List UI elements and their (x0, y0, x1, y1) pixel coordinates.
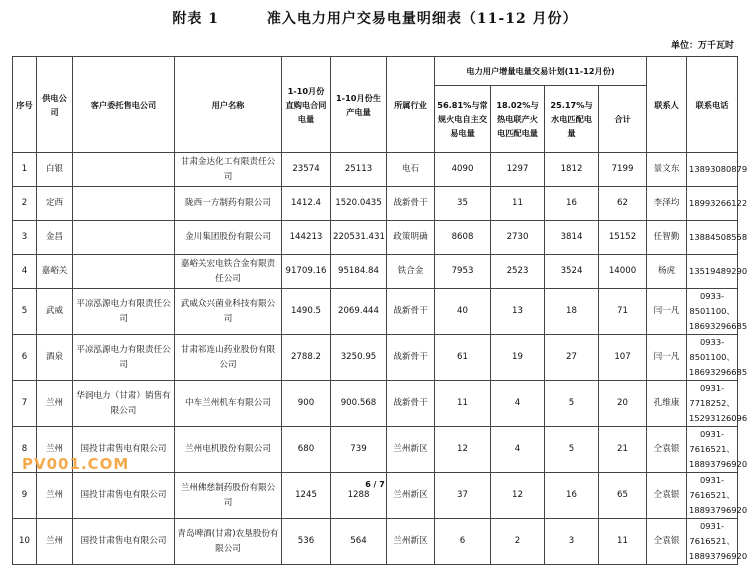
cell-phone: 13884508558 (687, 221, 738, 255)
cell-supplier: 定西 (37, 187, 73, 221)
table-row (13, 153, 738, 187)
cell-grid-purchase: 680 (282, 427, 331, 473)
cell-plan-hydro: 3524 (545, 255, 599, 289)
page-number: 6 / 7 (365, 480, 385, 489)
table-row (13, 187, 738, 221)
cell-supplier: 武威 (37, 289, 73, 335)
cell-phone: 18993266122 (687, 187, 738, 221)
header-seq: 序号 (13, 57, 37, 153)
cell-plan-heat: 4 (491, 381, 545, 427)
cell-seq: 10 (13, 519, 37, 565)
cell-seq: 4 (13, 255, 37, 289)
cell-plan-total: 65 (599, 473, 647, 519)
header-entrust: 客户委托售电公司 (73, 57, 175, 153)
cell-plan-conventional: 8608 (435, 221, 491, 255)
cell-plan-total: 21 (599, 427, 647, 473)
cell-plan-conventional: 12 (435, 427, 491, 473)
cell-plan-heat: 2 (491, 519, 545, 565)
cell-plan-hydro: 3 (545, 519, 599, 565)
cell-supplier: 金昌 (37, 221, 73, 255)
cell-grid-purchase: 900 (282, 381, 331, 427)
header-plan-heat: 18.02%与热电联产火电匹配电量 (491, 86, 545, 153)
cell-production: 900.568 (331, 381, 387, 427)
header-phone: 联系电话 (687, 57, 738, 153)
cell-plan-total: 7199 (599, 153, 647, 187)
table-row (13, 255, 738, 289)
cell-industry: 战新骨干 (387, 335, 435, 381)
cell-industry: 战新骨干 (387, 381, 435, 427)
cell-supplier: 兰州 (37, 519, 73, 565)
title-prefix: 附表 1 (172, 11, 220, 27)
table-row (13, 221, 738, 255)
cell-plan-heat: 2730 (491, 221, 545, 255)
cell-phone: 0931-7718252、15293126096 (687, 381, 738, 427)
cell-plan-conventional: 35 (435, 187, 491, 221)
cell-production: 25113 (331, 153, 387, 187)
cell-plan-hydro: 27 (545, 335, 599, 381)
cell-industry: 兰州新区 (387, 473, 435, 519)
cell-industry: 兰州新区 (387, 427, 435, 473)
cell-phone: 0931-7616521、18893796920 (687, 473, 738, 519)
cell-grid-purchase: 536 (282, 519, 331, 565)
cell-supplier: 兰州 (37, 381, 73, 427)
cell-grid-purchase: 2788.2 (282, 335, 331, 381)
cell-plan-total: 14000 (599, 255, 647, 289)
cell-grid-purchase: 1412.4 (282, 187, 331, 221)
cell-industry: 兰州新区 (387, 519, 435, 565)
header-contact: 联系人 (647, 57, 687, 153)
cell-plan-heat: 13 (491, 289, 545, 335)
cell-contact: 李泽均 (647, 187, 687, 221)
cell-phone: 0931-7616521、18893796920 (687, 427, 738, 473)
cell-grid-purchase: 1490.5 (282, 289, 331, 335)
cell-contact: 任智勤 (647, 221, 687, 255)
cell-plan-conventional: 6 (435, 519, 491, 565)
cell-plan-total: 71 (599, 289, 647, 335)
cell-production: 95184.84 (331, 255, 387, 289)
cell-contact: 闫一凡 (647, 289, 687, 335)
header-production: 1-10月份生产电量 (331, 57, 387, 153)
table-row (13, 519, 738, 565)
header-plan-total: 合计 (599, 86, 647, 153)
cell-plan-total: 20 (599, 381, 647, 427)
cell-contact: 孔维康 (647, 381, 687, 427)
header-plan-conventional: 56.81%与常规火电自主交易电量 (435, 86, 491, 153)
cell-plan-hydro: 5 (545, 381, 599, 427)
cell-supplier: 白银 (37, 153, 73, 187)
cell-production: 2069.444 (331, 289, 387, 335)
cell-plan-hydro: 16 (545, 473, 599, 519)
cell-supplier: 嘉峪关 (37, 255, 73, 289)
cell-plan-heat: 19 (491, 335, 545, 381)
cell-user-name: 甘肃金达化工有限责任公司 (175, 153, 282, 187)
cell-contact: 仝袁银 (647, 519, 687, 565)
cell-entrust (73, 221, 175, 255)
cell-entrust (73, 255, 175, 289)
cell-plan-hydro: 18 (545, 289, 599, 335)
cell-seq: 9 (13, 473, 37, 519)
cell-contact: 仝袁银 (647, 427, 687, 473)
cell-production: 564 (331, 519, 387, 565)
cell-entrust: 华润电力（甘肃）销售有限公司 (73, 381, 175, 427)
cell-entrust: 国投甘肃售电有限公司 (73, 519, 175, 565)
cell-seq: 3 (13, 221, 37, 255)
cell-phone: 0933-8501100、18693296685 (687, 335, 738, 381)
cell-industry: 战新骨干 (387, 187, 435, 221)
cell-plan-total: 62 (599, 187, 647, 221)
header-plan-group: 电力用户增量电量交易计划(11-12月份) (435, 57, 647, 86)
cell-plan-heat: 1297 (491, 153, 545, 187)
cell-user-name: 金川集团股份有限公司 (175, 221, 282, 255)
cell-entrust: 平凉泓源电力有限责任公司 (73, 335, 175, 381)
cell-user-name: 嘉峪关宏电铁合金有限责任公司 (175, 255, 282, 289)
header-plan-hydro: 25.17%与水电匹配电量 (545, 86, 599, 153)
cell-contact: 杨虎 (647, 255, 687, 289)
cell-phone: 0931-7616521、18893796920 (687, 519, 738, 565)
cell-supplier: 兰州 (37, 427, 73, 473)
cell-contact: 仝袁银 (647, 473, 687, 519)
cell-plan-conventional: 4090 (435, 153, 491, 187)
header-supplier: 供电公司 (37, 57, 73, 153)
cell-supplier: 兰州 (37, 473, 73, 519)
cell-plan-conventional: 37 (435, 473, 491, 519)
cell-plan-conventional: 40 (435, 289, 491, 335)
cell-user-name: 兰州电机股份有限公司 (175, 427, 282, 473)
cell-phone: 0933-8501100、18693296685 (687, 289, 738, 335)
cell-seq: 2 (13, 187, 37, 221)
title-text: 准入电力用户交易电量明细表（11-12 月份） (266, 11, 578, 27)
cell-plan-heat: 11 (491, 187, 545, 221)
cell-seq: 7 (13, 381, 37, 427)
cell-plan-conventional: 7953 (435, 255, 491, 289)
cell-entrust (73, 153, 175, 187)
cell-industry: 战新骨干 (387, 289, 435, 335)
cell-seq: 8 (13, 427, 37, 473)
cell-entrust: 国投甘肃售电有限公司 (73, 473, 175, 519)
cell-contact: 闫一凡 (647, 335, 687, 381)
watermark: PV001.COM (22, 455, 130, 473)
cell-plan-hydro: 1812 (545, 153, 599, 187)
cell-production: 1520.0435 (331, 187, 387, 221)
cell-grid-purchase: 91709.16 (282, 255, 331, 289)
cell-user-name: 兰州佛慈制药股份有限公司 (175, 473, 282, 519)
header-industry: 所属行业 (387, 57, 435, 153)
table-row (13, 289, 738, 335)
cell-plan-heat: 4 (491, 427, 545, 473)
cell-entrust: 平凉泓源电力有限责任公司 (73, 289, 175, 335)
cell-seq: 5 (13, 289, 37, 335)
cell-plan-hydro: 3814 (545, 221, 599, 255)
cell-entrust (73, 187, 175, 221)
header-grid-purchase: 1-10月份直购电合同电量 (282, 57, 331, 153)
cell-entrust: 国投甘肃售电有限公司 (73, 427, 175, 473)
cell-production: 3250.95 (331, 335, 387, 381)
cell-contact: 景文东 (647, 153, 687, 187)
cell-production: 739 (331, 427, 387, 473)
cell-seq: 6 (13, 335, 37, 381)
cell-user-name: 中车兰州机车有限公司 (175, 381, 282, 427)
table-row (13, 335, 738, 381)
cell-user-name: 青岛啤酒(甘肃)农垦股份有限公司 (175, 519, 282, 565)
cell-plan-hydro: 5 (545, 427, 599, 473)
cell-plan-total: 11 (599, 519, 647, 565)
cell-plan-heat: 2523 (491, 255, 545, 289)
cell-grid-purchase: 144213 (282, 221, 331, 255)
cell-plan-conventional: 11 (435, 381, 491, 427)
cell-industry: 政策明确 (387, 221, 435, 255)
cell-plan-heat: 12 (491, 473, 545, 519)
cell-production: 220531.431 (331, 221, 387, 255)
cell-plan-conventional: 61 (435, 335, 491, 381)
cell-user-name: 武威众兴菌业科技有限公司 (175, 289, 282, 335)
cell-plan-total: 15152 (599, 221, 647, 255)
cell-production: 1288 (331, 473, 387, 519)
cell-plan-hydro: 16 (545, 187, 599, 221)
header-name: 用户名称 (175, 57, 282, 153)
cell-user-name: 陇西一方制药有限公司 (175, 187, 282, 221)
cell-seq: 1 (13, 153, 37, 187)
cell-supplier: 酒泉 (37, 335, 73, 381)
cell-phone: 13893080879 (687, 153, 738, 187)
cell-plan-total: 107 (599, 335, 647, 381)
unit-label: 单位：万千瓦时 (670, 41, 734, 51)
cell-grid-purchase: 23574 (282, 153, 331, 187)
cell-industry: 铁合金 (387, 255, 435, 289)
cell-user-name: 甘肃祁连山药业股份有限公司 (175, 335, 282, 381)
cell-grid-purchase: 1245 (282, 473, 331, 519)
cell-phone: 13519489290 (687, 255, 738, 289)
cell-industry: 电石 (387, 153, 435, 187)
document-title (0, 8, 750, 28)
table-row (13, 381, 738, 427)
